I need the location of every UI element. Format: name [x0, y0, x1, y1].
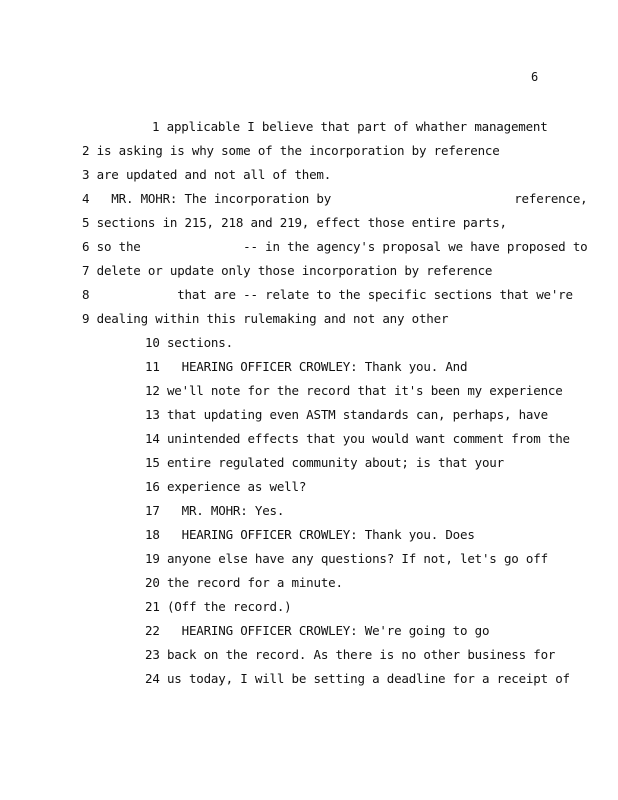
- transcript-line: 16 experience as well?: [145, 479, 307, 494]
- transcript-line: 7 delete or update only those incorporation by reference: [82, 263, 493, 278]
- transcript-line: 23 back on the record. As there is no other business for: [145, 647, 556, 662]
- transcript-line: 10 sections.: [145, 335, 233, 350]
- transcript-line: 4 MR. MOHR: The incorporation by reference,: [82, 191, 588, 206]
- transcript-line: 13 that updating even ASTM standards can, perhaps, have: [145, 407, 548, 422]
- transcript-line: 6 so the -- in the agency's proposal we have proposed to: [82, 239, 588, 254]
- transcript-line: 22 HEARING OFFICER CROWLEY: We're going to go: [145, 623, 490, 638]
- transcript-line: 11 HEARING OFFICER CROWLEY: Thank you. And: [145, 359, 468, 374]
- page-number: 6: [531, 70, 539, 84]
- transcript-line: 24 us today, I will be setting a deadline for a receipt of: [145, 671, 570, 686]
- transcript-line: 14 unintended effects that you would want comment from the: [145, 431, 570, 446]
- transcript-line: 1 applicable I believe that part of whather management: [152, 119, 548, 134]
- transcript-line: 5 sections in 215, 218 and 219, effect those entire parts,: [82, 215, 507, 230]
- transcript-line: 9 dealing within this rulemaking and not any other: [82, 311, 449, 326]
- transcript-line: 2 is asking is why some of the incorporation by reference: [82, 143, 500, 158]
- transcript-line: 8 that are -- relate to the specific sections that we're: [82, 287, 573, 302]
- transcript-line: 17 MR. MOHR: Yes.: [145, 503, 285, 518]
- transcript-line: 3 are updated and not all of them.: [82, 167, 332, 182]
- transcript-line: 21 (Off the record.): [145, 599, 292, 614]
- transcript-line: 15 entire regulated community about; is that your: [145, 455, 504, 470]
- transcript-line: 18 HEARING OFFICER CROWLEY: Thank you. Does: [145, 527, 475, 542]
- transcript-line: 20 the record for a minute.: [145, 575, 343, 590]
- transcript-line: 12 we'll note for the record that it's been my experience: [145, 383, 563, 398]
- transcript-line: 19 anyone else have any questions? If not, let's go off: [145, 551, 548, 566]
